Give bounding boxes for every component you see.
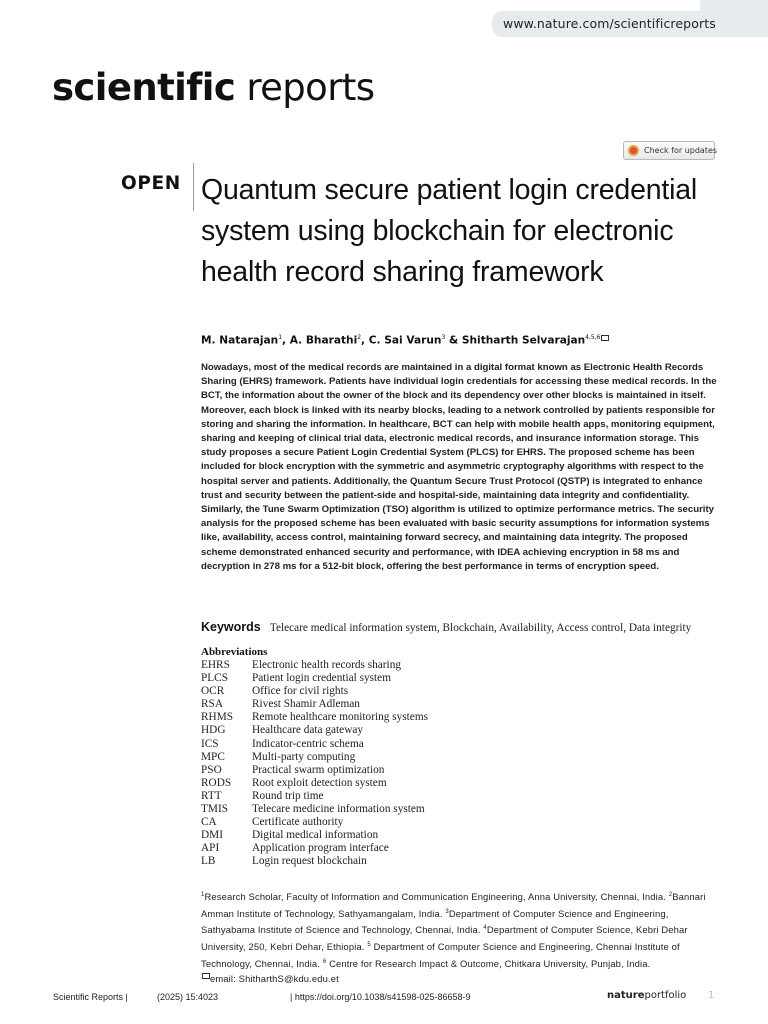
keywords-line xyxy=(201,616,691,635)
footer-doi-link[interactable]: | https://doi.org/10.1038/s41598-025-86658-9 xyxy=(290,992,471,1002)
abbreviation-meaning: Application program interface xyxy=(252,842,389,855)
open-access-label: OPEN xyxy=(121,173,181,194)
journal-name-bold: scientific xyxy=(52,66,236,109)
abbreviation-row xyxy=(201,751,428,764)
abbreviation-meaning: Patient login credential system xyxy=(252,672,391,685)
abbreviation-meaning: Rivest Shamir Adleman xyxy=(252,698,360,711)
abstract: Nowadays, most of the medical records are maintained in a digital format known as Electronic Health Records Sharing (EHRS) framework. Patients have individual login credentials for accessing these medical records. In the BCT, the information about the owner of the block and its dependency over other blocks is maintained in itself. Moreover, each block is linked with its nearby blocks, leading to a network controlled by patients responsible for storing and sharing the information. In healthcare, BCT can help with mobile health apps, monitoring equipment, sharing and keeping of clinical trial data, electronic medical records, and insurance information storage. This study proposes a secure Patient Login Credential System (PLCS) for EHRS. The proposed scheme has been included for block encryption with the symmetric and asymmetric cryptography algorithms with respect to the hospital server and patients. Additionally, the Quantum Secure Trust Protocol (QSTP) is integrated to enhance trust and security between the patient-side and hospital-side, maintaining data integrity and confidentiality. Similarly, the Tune Swarm Optimization (TSO) algorithm is utilized to optimize performance metrics. The security analysis for the proposed scheme has been evaluated with basic security assumptions for information systems like, availability, access control, maintaining forward secrecy, and maintaining data integrity. The proposed scheme demonstrated enhanced security and performance, with IDEA achieving encryption in 58 ms and decryption in 278 ms for a 512-bit block, offering the best performance in terms of encryption speed. xyxy=(201,362,717,572)
abbreviation-code: DMI xyxy=(201,829,223,842)
keywords-label: Keywords xyxy=(201,620,261,634)
abbreviation-row xyxy=(201,790,428,803)
check-for-updates-button[interactable] xyxy=(623,141,718,160)
abbreviation-row xyxy=(201,672,428,685)
abbreviation-code: EHRS xyxy=(201,659,230,671)
envelope-icon xyxy=(202,973,210,979)
footer-citation: (2025) 15:4023 xyxy=(157,992,219,1002)
author-affiliation-sup: 4,5,6 xyxy=(585,334,601,341)
author-name[interactable]: Shitharth Selvarajan xyxy=(461,334,586,347)
journal-logo[interactable] xyxy=(52,66,374,110)
affiliation-sup: 4 xyxy=(483,925,487,932)
abbreviation-code: MPC xyxy=(201,750,225,763)
footer-journal: Scientific Reports | xyxy=(53,992,128,1002)
page-number: 1 xyxy=(708,990,715,1001)
abbreviation-row xyxy=(201,855,428,868)
abbreviation-row xyxy=(201,724,428,737)
journal-url-link[interactable]: www.nature.com/scientificreports xyxy=(503,16,716,31)
abbreviation-meaning: Remote healthcare monitoring systems xyxy=(252,711,429,724)
affiliation-sup: 2 xyxy=(668,892,673,898)
affiliation-text: Research Scholar, Faculty of Information and Communication Engineering, Anna University, Chennai, India. xyxy=(204,891,669,903)
abbreviation-code: ICS xyxy=(201,737,219,750)
abbreviation-meaning: Login request blockchain xyxy=(252,855,367,868)
abbreviation-meaning: Telecare medicine information system xyxy=(252,803,425,816)
affiliation-sup: 1 xyxy=(201,892,205,898)
abbreviation-row xyxy=(201,659,428,672)
author-name[interactable]: M. Natarajan xyxy=(201,334,279,347)
abbreviation-code: LB xyxy=(201,855,216,868)
author-affiliation-sup: 2 xyxy=(357,334,362,341)
affiliation-text: Department of Computer Science and Engineering, Sathyabama Institute of Science and Technology, Chennai, India. xyxy=(201,907,669,936)
abbreviation-meaning: Indicator-centric schema xyxy=(252,737,364,750)
keywords-text: Telecare medical information system, Blockchain, Availability, Access control, Data integrity xyxy=(269,622,692,634)
abbreviation-code: TMIS xyxy=(201,803,228,816)
abbreviation-meaning: Certificate authority xyxy=(252,816,344,829)
affiliation-text: Centre for Research Impact & Outcome, Chitkara University, Punjab, India. xyxy=(326,958,651,969)
author-separator: , xyxy=(282,334,290,347)
author-name[interactable]: A. Bharathi xyxy=(289,334,358,347)
abbreviation-meaning: Healthcare data gateway xyxy=(252,724,364,737)
author-separator: , xyxy=(361,334,369,347)
abbreviation-meaning: Multi-party computing xyxy=(252,750,356,763)
abbreviation-row xyxy=(201,829,428,842)
affiliation-text: Department of Computer Science, Kebri Dehar University, 250, Kebri Dehar, Ethiopia. xyxy=(201,924,688,953)
affiliation-sup: 6 xyxy=(322,958,327,965)
abbreviation-code: API xyxy=(201,842,220,855)
abbreviation-code: RODS xyxy=(201,776,232,789)
journal-name-light: reports xyxy=(235,66,375,109)
abbreviation-meaning: Office for civil rights xyxy=(252,685,349,698)
abbreviation-code: CA xyxy=(201,816,217,829)
abbreviation-code: PLCS xyxy=(201,672,229,685)
author-affiliation-sup: 1 xyxy=(278,334,283,341)
affiliation-text: Bannari Amman Institute of Technology, Sathyamangalam, India. xyxy=(201,891,706,919)
brand-light: portfolio xyxy=(644,990,687,1001)
affiliation-text: Department of Computer Science and Engineering, Chennai Institute of Technology, Chennai, India. xyxy=(201,941,680,969)
abbreviation-code: RHMS xyxy=(201,711,234,724)
envelope-icon[interactable] xyxy=(601,335,609,341)
abbreviation-row xyxy=(201,816,428,829)
abbreviation-row xyxy=(201,711,428,724)
author-affiliation-sup: 3 xyxy=(441,334,446,341)
brand-bold: nature xyxy=(607,990,645,1001)
author-list xyxy=(201,334,609,347)
crossmark-icon xyxy=(628,145,639,156)
abbreviation-meaning: Root exploit detection system xyxy=(252,776,387,789)
abbreviation-code: RSA xyxy=(201,698,223,711)
author-separator: & xyxy=(445,334,462,347)
abbreviation-row xyxy=(201,685,428,698)
affiliation-sup: 5 xyxy=(367,942,371,949)
abbreviation-code: RTT xyxy=(201,789,222,802)
abbreviations-list xyxy=(201,659,428,869)
abbreviation-meaning: Practical swarm optimization xyxy=(252,763,385,776)
abbreviation-row xyxy=(201,777,428,790)
abbreviation-row xyxy=(201,842,428,855)
abbreviation-row xyxy=(201,738,428,751)
abbreviation-code: HDG xyxy=(201,724,226,737)
abbreviation-meaning: Round trip time xyxy=(252,789,324,802)
abbreviation-row xyxy=(201,764,428,777)
abbreviation-row xyxy=(201,803,428,816)
abbreviation-row xyxy=(201,698,428,711)
abbreviation-code: OCR xyxy=(201,685,225,698)
abbreviations-heading: Abbreviations xyxy=(201,646,268,658)
abbreviation-meaning: Digital medical information xyxy=(252,829,379,842)
title-divider xyxy=(193,163,194,211)
abbreviation-meaning: Electronic health records sharing xyxy=(252,659,401,671)
affiliations xyxy=(201,888,715,986)
author-name[interactable]: C. Sai Varun xyxy=(368,334,442,347)
check-for-updates-label: Check for updates xyxy=(644,146,718,155)
corresponding-email-link[interactable]: email: ShitharthS@kdu.edu.et xyxy=(210,972,339,984)
abbreviation-code: PSO xyxy=(201,763,222,776)
nature-portfolio-logo[interactable] xyxy=(607,990,686,1001)
affiliation-sup: 3 xyxy=(445,908,449,915)
article-title: Quantum secure patient login credential system using blockchain for electronic health record sharing framework xyxy=(201,174,698,288)
